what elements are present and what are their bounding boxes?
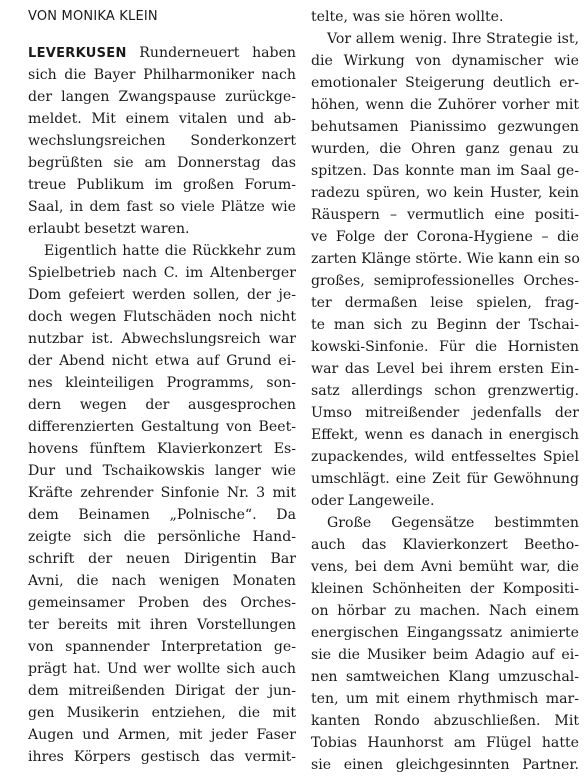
text-line (311, 600, 579, 622)
text-line (28, 526, 296, 548)
text-line (28, 746, 296, 768)
article-column-left (28, 6, 296, 768)
text-line (311, 666, 579, 688)
line-text: höhen, wenn die Zuhörer vorher mit (311, 97, 579, 113)
line-text: prägt hat. Und wer wollte sich auch (28, 661, 296, 677)
text-line (311, 336, 579, 358)
text-line (311, 138, 579, 160)
line-text: erlaubt besetzt waren. (28, 221, 190, 237)
text-line (311, 314, 579, 336)
text-line (311, 622, 579, 644)
line-text: Saal, in dem fast so viele Plätze wie (28, 199, 296, 215)
line-text: dem Beinamen „Polnische“. Da (28, 507, 296, 523)
line-text: Dom gefeiert werden sollen, der je- (28, 287, 296, 303)
line-text: wurden, die Ohren ganz genau zu (311, 141, 579, 157)
line-text: ten, um mit einem rhythmisch mar- (311, 691, 579, 707)
text-line (28, 438, 296, 460)
text-line (28, 460, 296, 482)
line-text: differenzierten Gestaltung von Beet- (28, 419, 296, 435)
line-text: on hörbar zu machen. Nach einem (311, 603, 579, 619)
line-text: gemeinsamer Proben des Orches- (28, 595, 296, 611)
line-text: kleinen Schönheiten der Kompositi- (311, 581, 579, 597)
right-column-text (311, 6, 579, 776)
line-text: nen samtweichen Klang umzuschal- (311, 669, 579, 685)
line-text: Räuspern – vermutlich eine positi- (311, 207, 579, 223)
line-text: radezu spüren, wo kein Huster, kein (311, 185, 579, 201)
line-text: Kräfte zehrender Sinfonie Nr. 3 mit (28, 485, 296, 501)
text-line (28, 240, 296, 262)
line-text: Vor allem wenig. Ihre Strategie ist, (327, 31, 579, 47)
text-line (311, 292, 579, 314)
line-text: ihres Körpers gestisch das vermit- (28, 749, 296, 765)
text-line (28, 482, 296, 504)
line-text: Runderneuert haben (126, 45, 296, 61)
text-line (311, 688, 579, 710)
line-text: umschlägt. eine Zeit für Gewöhnung (311, 471, 579, 487)
text-line (311, 556, 579, 578)
line-text: emotionaler Steigerung deutlich er- (311, 75, 579, 91)
line-text: Spielbetrieb nach C. im Altenberger (28, 265, 296, 281)
text-line (28, 42, 296, 64)
line-text: meldet. Mit einem vitalen und ab- (28, 111, 296, 127)
text-line (311, 270, 579, 292)
text-line (28, 570, 296, 592)
text-line (28, 658, 296, 680)
line-text: te man sich zu Beginn der Tschai- (311, 317, 579, 333)
text-line (28, 372, 296, 394)
line-text: die Wirkung von dynamischer wie (311, 53, 579, 69)
text-line (311, 116, 579, 138)
line-text: telte, was sie hören wollte. (311, 9, 504, 25)
text-line (28, 328, 296, 350)
text-line (311, 490, 579, 512)
text-line (311, 94, 579, 116)
line-text: treue Publikum im großen Forum- (28, 177, 296, 193)
line-text: war das Level bei ihrem ersten Ein- (311, 361, 579, 377)
text-line (311, 424, 579, 446)
text-line (311, 226, 579, 248)
line-text: begrüßten sie am Donnerstag das (28, 155, 296, 171)
line-text: dem mitreißenden Dirigat der jun- (28, 683, 296, 699)
line-text: kowski-Sinfonie. Für die Hornisten (311, 339, 579, 355)
text-line (28, 680, 296, 702)
text-line (28, 130, 296, 152)
text-line (311, 710, 579, 732)
text-line (28, 86, 296, 108)
text-line (28, 548, 296, 570)
text-line (311, 72, 579, 94)
text-line (311, 512, 579, 534)
line-text: behutsamen Pianissimo gezwungen (311, 119, 579, 135)
line-text: zarten Klänge störte. Wie kann ein so (311, 251, 580, 267)
text-line (28, 218, 296, 240)
text-line (311, 754, 579, 776)
line-text: zupackendes, wild entfesseltes Spiel (311, 449, 579, 465)
text-line (28, 306, 296, 328)
text-line (311, 182, 579, 204)
text-line (311, 50, 579, 72)
text-line (28, 636, 296, 658)
text-line (311, 446, 579, 468)
line-text: kanten Rondo abzuschließen. Mit (311, 713, 579, 729)
line-text: sie die Musiker beim Adagio auf ei- (311, 647, 579, 663)
line-text: hovens fünftem Klavierkonzert Es- (28, 441, 296, 457)
text-line (311, 732, 579, 754)
text-line (311, 204, 579, 226)
text-line (28, 394, 296, 416)
text-line (311, 160, 579, 182)
text-line (28, 350, 296, 372)
text-line (28, 724, 296, 746)
text-line (311, 644, 579, 666)
line-text: energischen Eingangssatz animierte (311, 625, 579, 641)
line-text: auch das Klavierkonzert Beetho- (311, 537, 579, 553)
article-column-right (311, 6, 579, 776)
line-text: Effekt, wenn es danach in energisch (311, 427, 579, 443)
line-text: ter bereits mit ihren Vorstellungen (28, 617, 296, 633)
line-text: sie einen gleichgesinnten Partner. (311, 757, 579, 773)
line-text: wechslungsreichen Sonderkonzert (28, 133, 296, 149)
line-text: Tobias Haunhorst am Flügel hatte (311, 735, 579, 751)
line-text: spitzen. Das konnte man im Saal ge- (311, 163, 579, 179)
text-line (311, 468, 579, 490)
line-text: zeigte sich die persönliche Hand- (28, 529, 296, 545)
text-line (28, 614, 296, 636)
text-line (28, 592, 296, 614)
line-text: Augen und Armen, mit jeder Faser (28, 727, 296, 743)
line-text: von spannender Interpretation ge- (28, 639, 296, 655)
dateline: LEVERKUSEN (28, 46, 127, 61)
text-line (28, 108, 296, 130)
line-text: der Abend nicht etwa auf Grund ei- (28, 353, 296, 369)
text-line (28, 284, 296, 306)
line-text: Umso mitreißender jedenfalls der (311, 405, 579, 421)
line-text: oder Langeweile. (311, 493, 435, 509)
text-line (28, 196, 296, 218)
line-text: Dur und Tschaikowskis langer wie (28, 463, 296, 479)
text-line (28, 262, 296, 284)
line-text: ve Folge der Corona-Hygiene – die (311, 229, 579, 245)
byline: VON MONIKA KLEIN (28, 9, 158, 24)
line-text: sich die Bayer Philharmoniker nach (28, 67, 296, 83)
text-line (28, 174, 296, 196)
line-text: der langen Zwangspause zurückge- (28, 89, 296, 105)
line-text: nes kleinteiligen Programms, son- (28, 375, 296, 391)
line-text: Große Gegensätze bestimmten (327, 515, 579, 531)
text-line (311, 402, 579, 424)
text-line (28, 152, 296, 174)
line-text: vens, bei dem Avni bemüht war, die (311, 559, 579, 575)
text-line (311, 248, 579, 270)
line-text: dern wegen der ausgesprochen (28, 397, 296, 413)
text-line (311, 380, 579, 402)
left-column-text (28, 42, 296, 768)
line-text: nutzbar ist. Abwechslungsreich war (28, 331, 296, 347)
line-text: ter dermaßen leise spielen, frag- (311, 295, 579, 311)
line-text: großes, semiprofessionelles Orches- (311, 273, 579, 289)
line-text: satz allerdings schon grenzwertig. (311, 383, 579, 399)
text-line (28, 504, 296, 526)
text-line (28, 64, 296, 86)
text-line (311, 28, 579, 50)
text-line (311, 358, 579, 380)
text-line (311, 534, 579, 556)
line-text: doch wegen Flutschäden noch nicht (28, 309, 296, 325)
line-text: gen Musikerin entziehen, die mit (28, 705, 296, 721)
line-text: Eigentlich hatte die Rückkehr zum (44, 243, 296, 259)
text-line (311, 578, 579, 600)
text-line (311, 6, 579, 28)
text-line (28, 702, 296, 724)
line-text: Avni, die nach wenigen Monaten (28, 573, 296, 589)
line-text: schrift der neuen Dirigentin Bar (28, 551, 296, 567)
text-line (28, 416, 296, 438)
